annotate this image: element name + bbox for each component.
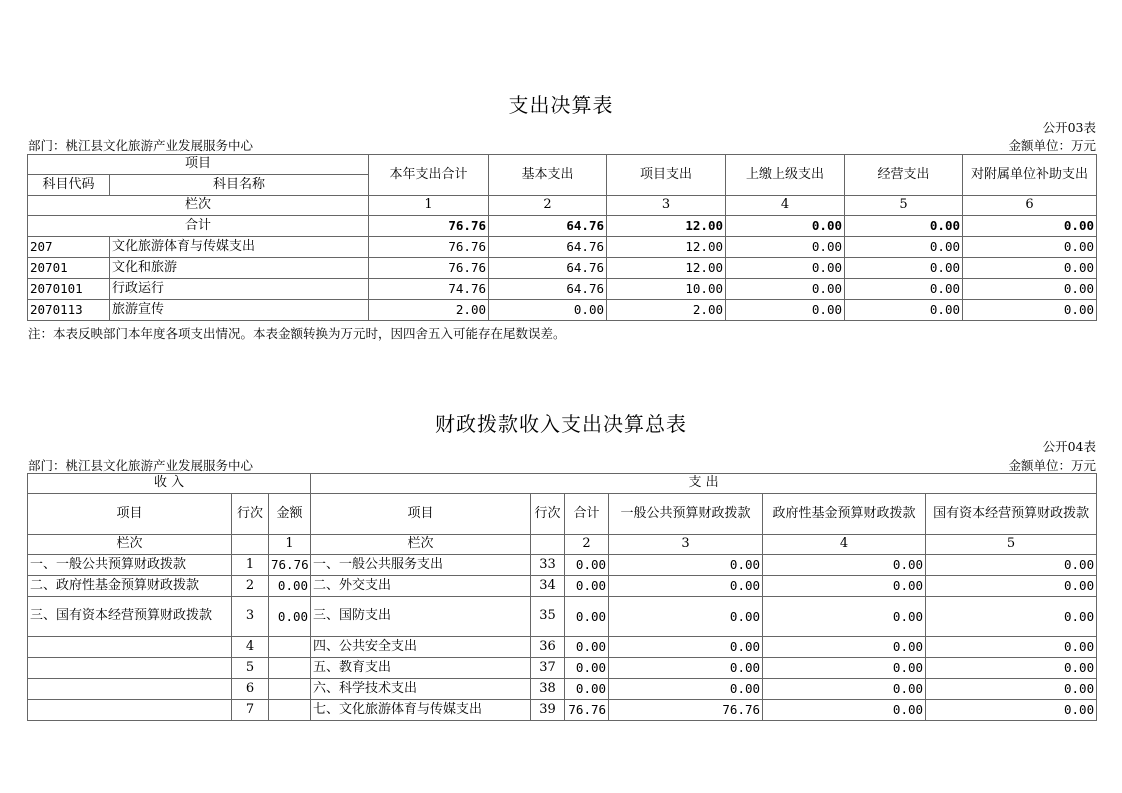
cell: 0.00 [963,258,1097,279]
state-capital: 0.00 [926,555,1097,576]
col-num: 3 [607,196,726,216]
col-num: 4 [763,535,926,555]
expenditure-table [27,154,1097,321]
expense-row-num: 37 [531,658,565,679]
table-row [28,700,1097,721]
table2-unit: 金额单位：万元 [1008,458,1096,473]
subject-code: 20701 [28,258,110,279]
cell: 76.76 [369,258,489,279]
income-item: 二、政府性基金预算财政拨款 [28,576,232,597]
subject-code: 2070101 [28,279,110,300]
table-row [28,555,1097,576]
income-row-num: 7 [232,700,269,721]
subject-code: 207 [28,237,110,258]
table-row [28,300,1097,321]
expense-item: 二、外交支出 [311,576,531,597]
total-cell: 0.00 [963,216,1097,237]
col-num: 2 [565,535,609,555]
income-amount: 0.00 [269,576,311,597]
expense-header: 支 出 [311,474,1097,494]
cell: 0.00 [963,300,1097,321]
column-number-row [28,535,1097,555]
subject-name: 行政运行 [110,279,369,300]
cell: 12.00 [607,237,726,258]
expense-row-num: 35 [531,597,565,637]
cell: 0.00 [726,237,845,258]
lanci-label: 栏次 [311,535,531,555]
total-row [28,216,1097,237]
header-col-business: 经营支出 [845,155,963,196]
table-row [28,597,1097,637]
cell: 0.00 [963,279,1097,300]
table-row [28,679,1097,700]
table1-department: 部门：桃江县文化旅游产业发展服务中心 [28,138,254,153]
expense-total: 0.00 [565,597,609,637]
header-state-capital: 国有资本经营预算财政拨款 [926,494,1097,535]
lanci-label: 栏次 [28,535,232,555]
expense-row-num: 38 [531,679,565,700]
col-num: 6 [963,196,1097,216]
cell: 0.00 [726,258,845,279]
expense-total: 0.00 [565,576,609,597]
income-row-num: 6 [232,679,269,700]
header-item: 项目 [28,155,369,175]
col-num: 4 [726,196,845,216]
expense-item: 四、公共安全支出 [311,637,531,658]
header-fund-budget: 政府性基金预算财政拨款 [763,494,926,535]
cell: 0.00 [845,258,963,279]
income-amount [269,658,311,679]
fund-budget: 0.00 [763,597,926,637]
income-item: 一、一般公共预算财政拨款 [28,555,232,576]
income-item: 三、国有资本经营预算财政拨款 [28,597,232,637]
table-row [28,658,1097,679]
cell: 74.76 [369,279,489,300]
header-income-item: 项目 [28,494,232,535]
fund-budget: 0.00 [763,700,926,721]
table2-form-number: 公开04表 [1042,439,1096,454]
table2-title: 财政拨款收入支出决算总表 [435,412,687,436]
income-row-num: 1 [232,555,269,576]
state-capital: 0.00 [926,679,1097,700]
expense-row-num: 34 [531,576,565,597]
total-label: 合计 [28,216,369,237]
income-item [28,679,232,700]
cell: 10.00 [607,279,726,300]
table2-department: 部门：桃江县文化旅游产业发展服务中心 [28,458,254,473]
cell: 64.76 [489,258,607,279]
cell: 2.00 [369,300,489,321]
state-capital: 0.00 [926,700,1097,721]
fund-budget: 0.00 [763,658,926,679]
cell: 76.76 [369,237,489,258]
fund-budget: 0.00 [763,576,926,597]
header-col-total: 本年支出合计 [369,155,489,196]
header-code: 科目代码 [28,175,110,196]
expense-total: 0.00 [565,555,609,576]
state-capital: 0.00 [926,597,1097,637]
expense-total: 0.00 [565,637,609,658]
col-num: 2 [489,196,607,216]
expense-total: 76.76 [565,700,609,721]
column-number-row [28,196,1097,216]
subject-name: 文化旅游体育与传媒支出 [110,237,369,258]
state-capital: 0.00 [926,658,1097,679]
table-row [28,576,1097,597]
table-row [28,237,1097,258]
general-budget: 76.76 [609,700,763,721]
expense-row-num: 39 [531,700,565,721]
income-item [28,637,232,658]
col-num: 5 [926,535,1097,555]
general-budget: 0.00 [609,679,763,700]
income-amount [269,700,311,721]
general-budget: 0.00 [609,576,763,597]
col-num: 3 [609,535,763,555]
col-num: 5 [845,196,963,216]
header-expense-total: 合计 [565,494,609,535]
header-col-basic: 基本支出 [489,155,607,196]
header-col-upper: 上缴上级支出 [726,155,845,196]
fund-budget: 0.00 [763,679,926,700]
cell: 0.00 [726,279,845,300]
expense-row-num: 36 [531,637,565,658]
cell: 0.00 [845,300,963,321]
table-row [28,258,1097,279]
header-expense-row: 行次 [531,494,565,535]
header-general-budget: 一般公共预算财政拨款 [609,494,763,535]
table-row [28,637,1097,658]
col-num: 1 [369,196,489,216]
subject-code: 2070113 [28,300,110,321]
cell: 0.00 [489,300,607,321]
header-expense-item: 项目 [311,494,531,535]
cell: 0.00 [845,237,963,258]
lanci-label: 栏次 [28,196,369,216]
fund-budget: 0.00 [763,637,926,658]
header-col-project: 项目支出 [607,155,726,196]
table-row [28,279,1097,300]
cell: 12.00 [607,258,726,279]
expense-item: 三、国防支出 [311,597,531,637]
header-col-subsidy: 对附属单位补助支出 [963,155,1097,196]
income-row-num: 2 [232,576,269,597]
expense-row-num: 33 [531,555,565,576]
state-capital: 0.00 [926,637,1097,658]
total-cell: 0.00 [845,216,963,237]
expense-item: 一、一般公共服务支出 [311,555,531,576]
expense-total: 0.00 [565,658,609,679]
table1-form-number: 公开03表 [1042,120,1096,135]
income-amount: 76.76 [269,555,311,576]
general-budget: 0.00 [609,555,763,576]
cell: 0.00 [963,237,1097,258]
total-cell: 12.00 [607,216,726,237]
total-cell: 64.76 [489,216,607,237]
general-budget: 0.00 [609,637,763,658]
table1-footnote: 注：本表反映部门本年度各项支出情况。本表金额转换为万元时，因四舍五入可能存在尾数误差。 [28,326,566,341]
header-name: 科目名称 [110,175,369,196]
expense-item: 七、文化旅游体育与传媒支出 [311,700,531,721]
subject-name: 文化和旅游 [110,258,369,279]
general-budget: 0.00 [609,597,763,637]
cell: 64.76 [489,279,607,300]
subject-name: 旅游宣传 [110,300,369,321]
general-budget: 0.00 [609,658,763,679]
state-capital: 0.00 [926,576,1097,597]
income-amount: 0.00 [269,597,311,637]
total-cell: 0.00 [726,216,845,237]
cell: 0.00 [845,279,963,300]
income-item [28,700,232,721]
cell: 2.00 [607,300,726,321]
total-cell: 76.76 [369,216,489,237]
expense-total: 0.00 [565,679,609,700]
fund-budget: 0.00 [763,555,926,576]
expense-item: 六、科学技术支出 [311,679,531,700]
header-income-amount: 金额 [269,494,311,535]
income-amount [269,637,311,658]
income-row-num: 3 [232,597,269,637]
income-row-num: 5 [232,658,269,679]
table1-title: 支出决算表 [508,93,614,117]
col-num: 1 [269,535,311,555]
header-income-row: 行次 [232,494,269,535]
fiscal-appropriation-table [27,473,1097,721]
cell: 64.76 [489,237,607,258]
income-amount [269,679,311,700]
income-item [28,658,232,679]
cell: 0.00 [726,300,845,321]
income-header: 收 入 [28,474,311,494]
expense-item: 五、教育支出 [311,658,531,679]
table1-unit: 金额单位：万元 [1008,138,1096,153]
income-row-num: 4 [232,637,269,658]
